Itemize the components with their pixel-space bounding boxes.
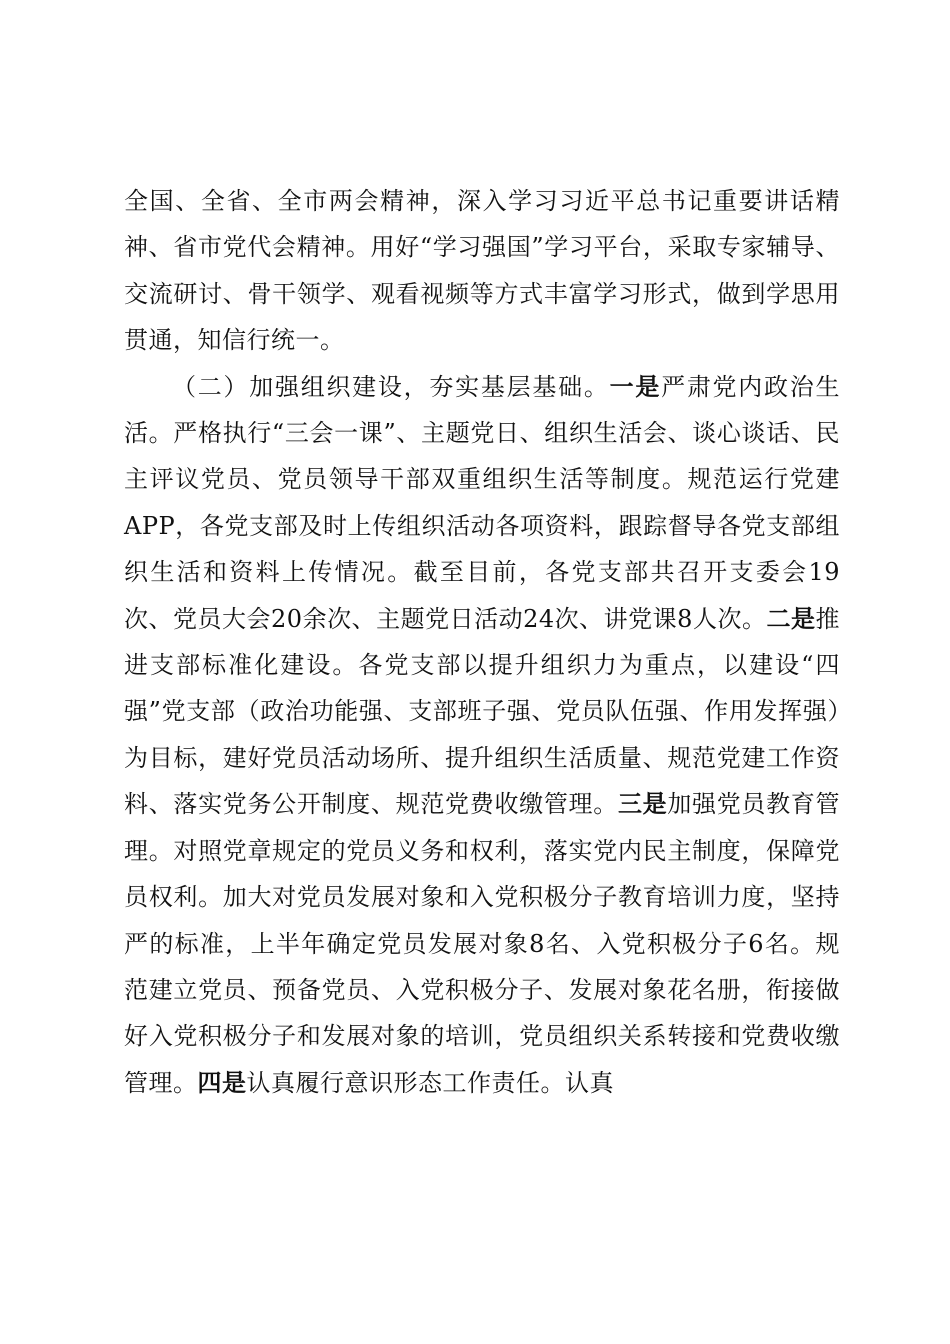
item-1-text: 严肃党内政治生活。严格执行“三会一课”、主题党日、组织生活会、谈心谈话、民主评议党员、党员领导干部双重组织生活等制度。规范运行党建APP，各党支部及时上传组织活动各项资料，跟踪督导各党支部组织生活和资料上传情况。截至目前，各党支部共召开支委会19次、党员大会20余次、主题党日活动24次、讲党课8人次。 — [124, 372, 841, 633]
item-1-label: 一是 — [609, 371, 662, 401]
paragraph-1-text: 全国、全省、全市两会精神，深入学习习近平总书记重要讲话精神、省市党代会精神。用好“学习强国”学习平台，采取专家辅导、交流研讨、骨干领学、观看视频等方式丰富学习形式，做到学思用贯通，知信行统一。 — [124, 187, 840, 355]
item-2-text: 推进支部标准化建设。各党支部以提升组织力为重点，以建设“四强”党支部（政治功能强、支部班子强、党员队伍强、作用发挥强）为目标，建好党员活动场所、提升组织生活质量、规范党建工作资料、落实党务公开制度、规范党费收缴管理。 — [124, 604, 840, 819]
item-3-text: 加强党员教育管理。对照党章规定的党员义务和权利，落实党内民主制度，保障党员权利。加大对党员发展对象和入党积极分子教育培训力度，坚持严的标准，上半年确定党员发展对象8名、入党积极分子6名。规范建立党员、预备党员、入党积极分子、发展对象花名册，衔接做好入党积极分子和发展对象的培训，党员组织关系转接和党费收缴管理。 — [124, 790, 841, 1097]
item-3-label: 三是 — [617, 789, 668, 819]
paragraph-organization-building — [124, 364, 840, 1107]
item-2-label: 二是 — [766, 603, 816, 633]
item-4-text: 认真履行意识形态工作责任。认真 — [246, 1068, 614, 1097]
section-heading: （二）加强组织建设，夯实基层基础。 — [172, 372, 610, 401]
paragraph-continuation — [124, 178, 840, 364]
document-body — [124, 178, 840, 1106]
item-4-label: 四是 — [197, 1067, 247, 1097]
